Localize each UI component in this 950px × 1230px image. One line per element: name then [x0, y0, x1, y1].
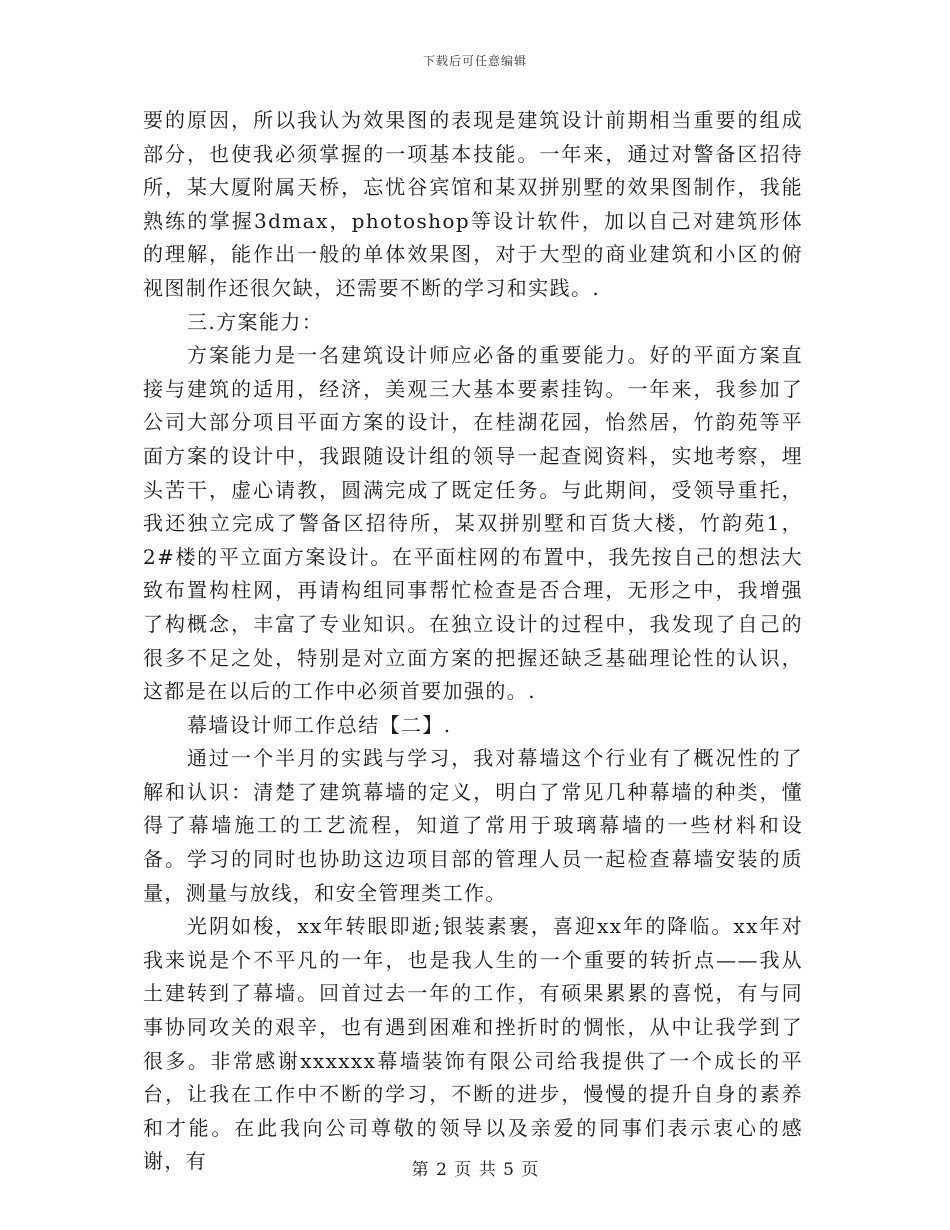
page-footer: 第 2 页 共 5 页 — [411, 1160, 539, 1180]
page-header: 下载后可任意编辑 — [422, 54, 527, 68]
section-heading-scheme-ability: 三.方案能力： — [187, 309, 324, 334]
paragraph-practice-learning: 通过一个半月的实践与学习，我对幕墙这个行业有了概况性的了解和认识：清楚了建筑幕墙的定义，明白了常见几种幕墙的种类，懂得了幕墙施工的工艺流程，知道了常用于玻璃幕墙的一些材料和设备。学习的同时也协助这边项目部的管理人员一起检查幕墙安装的质量，测量与放线，和安全管理类工作。 — [143, 746, 803, 905]
paragraph-continuation: 要的原因，所以我认为效果图的表现是建筑设计前期相当重要的组成部分，也使我必须掌握的一项基本技能。一年来，通过对警备区招待所，某大厦附属天桥，忘忧谷宾馆和某双拼别墅的效果图制作，我能熟练的掌握3dmax，photoshop等设计软件，加以自己对建筑形体的理解，能作出一般的单体效果图，对于大型的商业建筑和小区的俯视图制作还很欠缺，还需要不断的学习和实践。. — [143, 108, 803, 300]
document-body — [143, 104, 803, 1179]
paragraph-year-review: 光阴如梭，xx年转眼即逝;银装素裹，喜迎xx年的降临。xx年对我来说是个不平凡的一年，也是我人生的一个重要的转折点——我从土建转到了幕墙。回首过去一年的工作，有硕果累累的喜悦，有与同事协同攻关的艰辛，也有遇到困难和挫折时的惆怅，从中让我学到了很多。非常感谢xxxxxx幕墙装饰有限公司给我提供了一个成长的平台，让我在工作中不断的学习，不断的进步，慢慢的提升自身的素养和才能。在此我向公司尊敬的领导以及亲爱的同事们表示衷心的感谢，有 — [143, 914, 803, 1174]
paragraph-scheme-ability: 方案能力是一名建筑设计师应必备的重要能力。好的平面方案直接与建筑的适用，经济，美观三大基本要素挂钩。一年来，我参加了公司大部分项目平面方案的设计，在桂湖花园，怡然居，竹韵苑等平面方案的设计中，我跟随设计组的领导一起查阅资料，实地考察，埋头苦干，虚心请教，圆满完成了既定任务。与此期间，受领导重托，我还独立完成了警备区招待所，某双拼别墅和百货大楼，竹韵苑1，2#楼的平立面方案设计。在平面柱网的布置中，我先按自己的想法大致布置构柱网，再请构组同事帮忙检查是否合理，无形之中，我增强了构概念，丰富了专业知识。在独立设计的过程中，我发现了自己的很多不足之处，特别是对立面方案的把握还缺乏基础理论性的认识，这都是在以后的工作中必须首要加强的。. — [143, 343, 803, 704]
section-heading-summary-two: 幕墙设计师工作总结【二】. — [187, 712, 452, 737]
